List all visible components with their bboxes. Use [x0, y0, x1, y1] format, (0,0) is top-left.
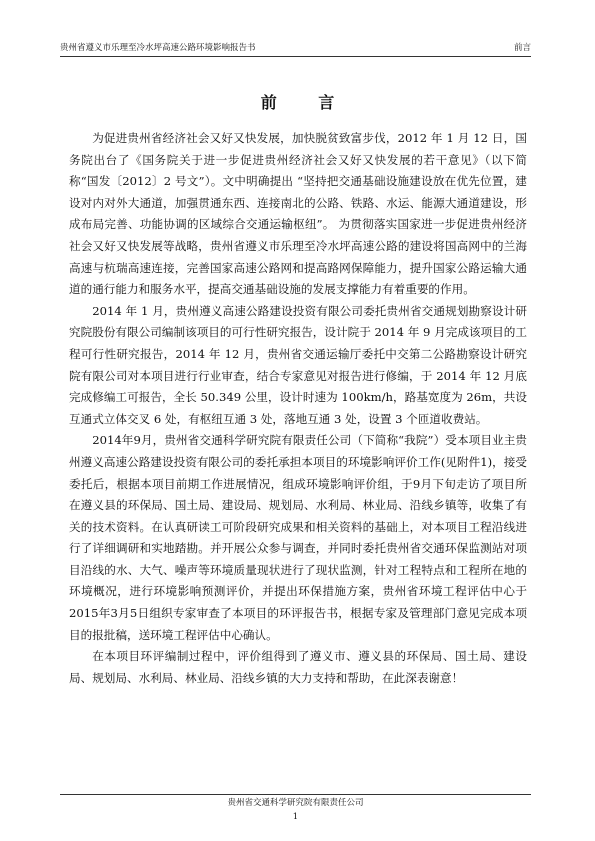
document-body: [69, 128, 527, 689]
page-number: 1: [292, 812, 299, 822]
paragraph-3: 2014年9月，贵州省交通科学研究院有限责任公司（下简称“我院”）受本项目业主贵州遵义高速公路建设投资有限公司的委托承担本项目的环境影响评价工作(见附件1)，接受委托后，根据本项目前期工作进展情况，组成环境影响评价组，于9月下旬走访了项目所在遵义县的环保局、国土局、建设局、规划局、水利局、林业局、沿线乡镇等，收集了有关的技术资料。在认真研读工可阶段研究成果和相关资料的基础上，对本项目工程沿线进行了详细调研和实地踏勘。并开展公众参与调查，并同时委托贵州省交通环保监测站对项目沿线的水、大气、噪声等环境质量现状进行了现状监测，针对工程特点和工程所在地的环境概况，进行环境影响预测评价，并提出环保措施方案，贵州省环境工程评估中心于2015年3月5日组织专家审查了本项目的环评报告书，根据专家及管理部门意见完成本项目的报批稿，送环境工程评估中心确认。: [69, 433, 527, 642]
page-footer: [60, 794, 531, 823]
paragraph-4: 在本项目环评编制过程中，评价组得到了遵义市、遵义县的环保局、国土局、建设局、规划局、水利局、林业局、沿线乡镇的大力支持和帮助，在此深表谢意！: [69, 649, 527, 685]
paragraph-1: 为促进贵州省经济社会又好又快发展，加快脱贫致富步伐，2012 年 1 月 12 日，国务院出台了《国务院关于进一步促进贵州经济社会又好又快发展的若干意见》（以下简称“国发〔2012〕2 号文”）。文中明确提出 “坚持把交通基础设施建设放在优先位置，建设对内对外大通道，加强贯通东西、连接南北的公路、铁路、水运、能源大通道建设，形成布局完善、功能协调的区域综合交通运输枢纽”。 为贯彻落实国家进一步促进贵州经济社会又好又快发展等战略，贵州省遵义市乐理至冷水坪高速公路的建设将国高网中的兰海高速与杭瑞高速连接，完善国家高速公路网和提高路网保障能力，提升国家公路运输大通道的通行能力和服务水平，提高交通基础设施的发展支撑能力有着重要的作用。: [69, 131, 527, 297]
footer-org: 贵州省交通科学研究院有限责任公司: [227, 798, 364, 808]
paragraph-2: 2014 年 1 月，贵州遵义高速公路建设投资有限公司委托贵州省交通规划勘察设计研究院股份有限公司编制该项目的可行性研究报告，设计院于 2014 年 9 月完成该项目的工程可行性研究报告，2014 年 12 月，贵州省交通运输厅委托中交第二公路勘察设计研究院有限公司对本项目进行行业审查，结合专家意见对报告进行修编，于 2014 年 12 月底完成修编工可报告，全长 50.349 公里，设计时速为 100km/h，路基宽度为 26m，共设互通式立体交叉 6 处，有枢纽互通 3 处，落地互通 3 处，设置 3 个匝道收费站。: [69, 303, 527, 426]
header-doc-title: 贵州省遵义市乐理至冷水坪高速公路环境影响报告书: [60, 43, 256, 53]
header-section: 前言: [513, 43, 531, 53]
page-header: [60, 40, 531, 57]
page-title: 前 言: [260, 93, 353, 112]
